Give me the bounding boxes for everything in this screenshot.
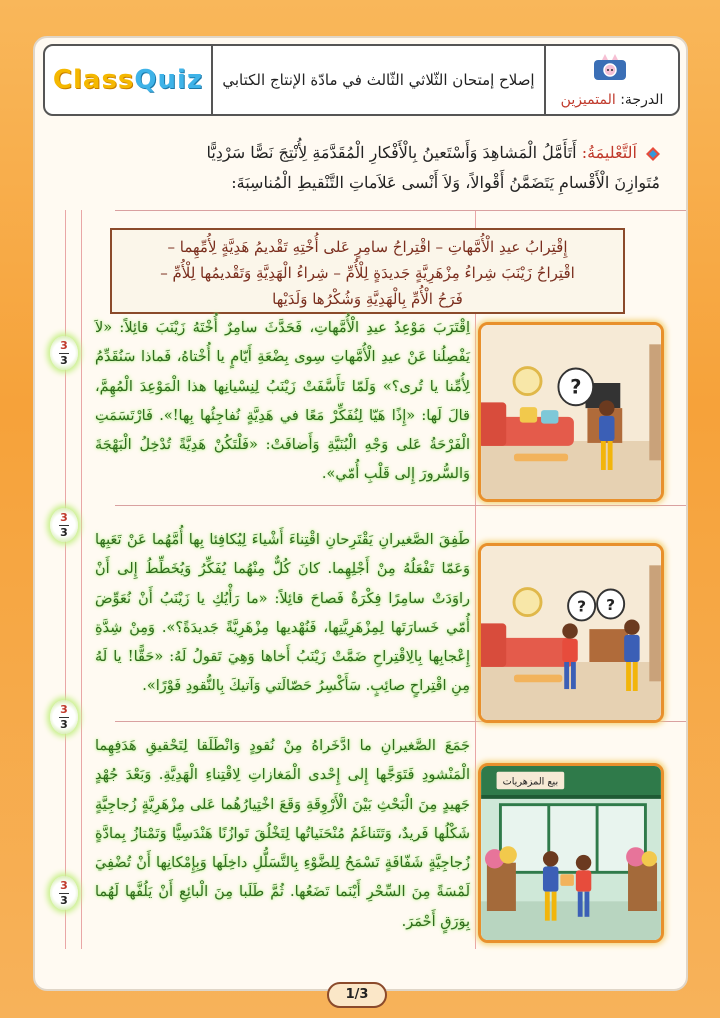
header	[43, 44, 680, 116]
score-denominator: 3	[60, 525, 68, 539]
ideas-line3: فَرَحُ الْأُمِّ بِالْهَدِيَّةِ وَشُكْرُها وَلَدَيْها	[272, 290, 463, 308]
grade-value: المتميزين	[560, 92, 616, 108]
score-numerator: 3	[60, 510, 68, 524]
classquiz-logo	[45, 46, 213, 114]
bubble-question: ?	[570, 375, 582, 399]
scene-vase-shop	[481, 766, 661, 940]
pig-camera-icon	[590, 52, 630, 82]
page-number: 1/3	[327, 982, 387, 1008]
ideas-box	[110, 228, 625, 314]
grade-cell	[546, 46, 678, 114]
picture-living-room-2	[478, 543, 664, 723]
grade-label-text: الدرجة:	[620, 92, 664, 108]
ideas-line1: إِقْتِرابُ عيدِ الْأُمَّهاتِ – اقْتِراحُ سامِرٍ عَلى أُخْتِهِ تَقْديمُ هَدِيَّةٍ لِأُمِّهِما –	[167, 238, 568, 256]
grade-label	[546, 92, 678, 108]
logo-part-quiz: Quiz	[134, 65, 204, 95]
paragraph-3: جَمَعَ الصَّغيرانِ ما ادَّخَراهُ مِنْ نُقودٍ وَانْطَلَقا لِتَحْقيقِ هَدَفِهِما الْمَنْشودِ فَتَوَجَّها إِلى إِحْدى الْمَغازاتِ لِاقْتِناءِ الْهَدِيَّةِ. وَبَعْدَ جُهْدٍ جَهيدٍ مِنَ الْبَحْثِ بَيْنَ الْأَرْوِقَةِ وَقَعَ اخْتِيارُهُما عَلى مِزْهَرِيَّةٍ زُجاجِيَّةٍ شَكْلُها فَريدٌ، وَتَتَناغَمُ مُنْحَنَياتُها لِتَخْلُقَ تَوازُنًا هَنْدَسِيًّا وَتَمْتازُ بِمادَّةٍ زُجاجِيَّةٍ شَفّافَةٍ تَسْمَحُ لِلضَّوْءِ بِالتَّسَلُّلِ داخِلَها وَبِإِمْكانِها أَنْ تُضْفِيَ لَمْسَةً مِنَ السِّحْرِ أَيْنَما تَضَعُها. ثُمَّ طَلَبا مِنَ الْبائِعِ أَنْ يَلُفَّها لَهُما بِوَرَقٍ أَحْمَرَ.	[95, 738, 470, 930]
bullet-icon	[646, 147, 660, 161]
rule-line	[115, 210, 686, 211]
exam-title-cell	[213, 46, 546, 114]
instruction-key: اَلتَّعْليمَةُ:	[581, 143, 637, 162]
picture-living-room-1	[478, 322, 664, 502]
score-badge	[50, 876, 78, 910]
score-badge	[50, 700, 78, 734]
column-divider	[475, 210, 476, 949]
paragraph-1: اِقْتَرَبَ مَوْعِدُ عيدِ الْأُمَّهاتِ، فَحَدَّثَ سامِرٌ أُخْتَهُ زَيْنَبَ قائِلاً: «لاَ يَفْصِلُنا عَنْ عيدِ الْأُمَّهاتِ سِوى بِضْعَةِ أَيّامٍ يا أُخْتاهُ، فَماذا سَنُقَدِّمُ لِأُمِّنا يا تُرى؟» وَلَمّا تَأَسَّفَتْ زَيْنَبُ لِنِسْيانِها هذا الْمَوْعِدَ الْمُهِمَّ، قالَ لَها: «إِذًا هَيّا لِنُفَكِّرْ مَعًا في هَدِيَّةٍ نُفاجِئُها بِها!». فَارْتَسَمَتِ الْفَرْحَةُ عَلى وَجْهِ الْبُنَيَّةِ وَأَضافَتْ: «فَلْتَكُنْ هَدِيَّةً تُدْخِلُ الْبَهْجَةَ وَالسُّرورَ إِلى قَلْبِ أُمّي».	[95, 320, 470, 483]
score-badge	[50, 336, 78, 370]
paragraph-2: طَفِقَ الصَّغيرانِ يَقْتَرِحانِ اقْتِناءَ أَشْياءَ لِيُكافِئا بِها أُمَّهُما عَنْ تَعَبِها وَعَمّا تَفْعَلُهُ مِنْ أَجْلِهِما. كانَ كُلٌّ مِنْهُما يُفَكِّرُ وَيُخَطِّطُ إِلى أَنْ راوَدَتْ سامِرًا فِكْرَةٌ فَصاحَ قائِلاً: «ما رَأْيُكِ يا زَيْنَبُ أَنْ نُعَوِّضَ أُمّي خَسارَتَها لِمِزْهَرِيَّتِها، فَنُهْديها مِزْهَرِيَّةً جَديدَةً؟». وَمِنْ شِدَّةِ إِعْجابِها بِالِاقْتِراحِ ضَمَّتْ زَيْنَبُ أَخاها وَهِيَ تَقولُ لَهُ: «حَقًّا! يا لَهُ مِنِ اقْتِراحٍ صائِبٍ. سَأَكْسِرُ حَصّالَتي وَآتيكَ بِالنُّقودِ فَوْرًا».	[95, 532, 470, 695]
picture-vase-shop	[478, 763, 664, 943]
score-badge	[50, 508, 78, 542]
score-denominator: 3	[60, 893, 68, 907]
instruction-line2: مُتَوازِنَ الْأَقْسامِ يَتَضَمَّنُ أَقْوالاً، وَلاَ أَنْسى عَلاَماتِ التَّنْقيطِ الْمُناسِبَةَ:	[231, 173, 660, 192]
ideas-line2: اقْتِراحُ زَيْنَبَ شِراءُ مِزْهَرِيَّةٍ جَديدَةٍ لِلْأُمِّ – شِراءُ الْهَدِيَّةِ وَتَقْديمُها لِلْأُمِّ –	[160, 264, 575, 282]
instruction-line1: أَتَأَمَّلُ الْمَشاهِدَ وَأَسْتَعينُ بِالْأَفْكارِ الْمُقَدَّمَةِ لِأُنْتِجَ نَصًّا سَرْدِيًّا	[206, 143, 577, 162]
score-numerator: 3	[60, 702, 68, 716]
bubble-question: ?	[577, 597, 587, 616]
margin-line-left	[65, 210, 66, 949]
exam-title: إصلاح إمتحان الثّلاثي الثّالث في مادّة الإنتاج الكتابي	[222, 71, 535, 89]
bubble-question: ?	[606, 595, 616, 614]
scene-children-talking	[481, 546, 661, 720]
score-denominator: 3	[60, 353, 68, 367]
shop-sign: بيع المزهريات	[502, 776, 559, 788]
logo-part-class: Class	[52, 65, 135, 95]
score-numerator: 3	[60, 338, 68, 352]
margin-line-left-2	[81, 210, 82, 949]
score-numerator: 3	[60, 878, 68, 892]
scene-girl-thinking	[481, 325, 661, 499]
score-denominator: 3	[60, 717, 68, 731]
instruction	[65, 138, 660, 198]
